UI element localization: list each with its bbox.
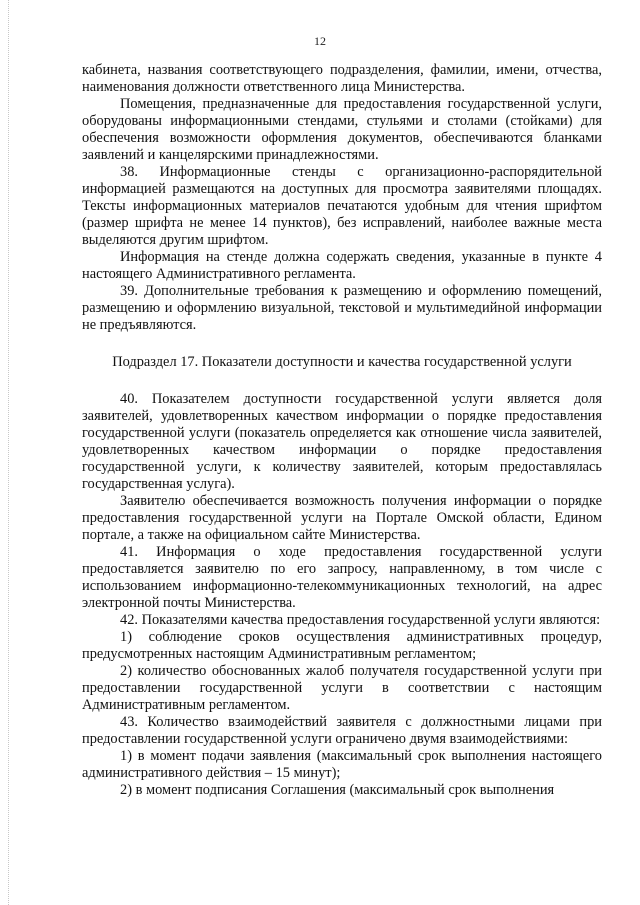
paragraph: 2) в момент подписания Соглашения (максимальный срок выполнения [120,782,555,798]
paragraph: 1) в момент подачи заявления (максимальный срок выполнения настоящего административного действия – 15 минут); [82,748,602,781]
paragraph: Информация на стенде должна содержать сведения, указанные в пункте 4 настоящего Административного регламента. [82,249,602,282]
paragraph: 40. Показателем доступности государственной услуги является доля заявителей, удовлетворенных качеством информации о порядке предоставления государственной услуги (показатель определяется как отношение числа заявителей, удовлетворенных качеством информации о порядке предоставления государственной услуги, к количеству заявителей, которым предоставлялась государственная услуга). [82,391,602,492]
paragraph: 2) количество обоснованных жалоб получателя государственной услуги при предоставлении государственной услуги в соответствии с настоящим Административным регламентом. [82,663,602,713]
paragraph: Помещения, предназначенные для предоставления государственной услуги, оборудованы информационными стендами, стульями и столами (стойками) для обеспечения возможности оформления документов, обеспечиваются бланками заявлений и канцелярскими принадлежностями. [82,96,602,163]
page-number: 12 [314,34,326,48]
paragraph: 1) соблюдение сроков осуществления административных процедур, предусмотренных настоящим Административным регламентом; [82,629,602,662]
section-heading: Подраздел 17. Показатели доступности и качества государственной услуги [112,354,572,370]
paragraph: 43. Количество взаимодействий заявителя с должностными лицами при предоставлении государственной услуги ограничено двумя взаимодействиями: [82,714,602,747]
paragraph: 38. Информационные стенды с организационно-распорядительной информацией размещаются на доступных для просмотра заявителями площадях. Тексты информационных материалов печатаются удобным для чтения шрифтом (размер шрифта не менее 14 пунктов), без исправлений, наиболее важные места выделяются другим шрифтом. [82,164,602,248]
paragraph: 42. Показателями качества предоставления государственной услуги являются: [120,612,601,628]
paragraph: 41. Информация о ходе предоставления государственной услуги предоставляется заявителю по его запросу, направленному, в том числе с использованием информационно-телекоммуникационных технологий, на адрес электронной почты Министерства. [82,544,602,611]
paragraph: Заявителю обеспечивается возможность получения информации о порядке предоставления государственной услуги на Портале Омской области, Едином портале, а также на официальном сайте Министерства. [82,493,602,543]
document-body [82,62,602,799]
binding-margin-line [8,0,9,905]
paragraph: кабинета, названия соответствующего подразделения, фамилии, имени, отчества, наименования должности ответственного лица Министерства. [82,62,602,95]
paragraph: 39. Дополнительные требования к размещению и оформлению помещений, размещению и оформлению визуальной, текстовой и мультимедийной информации не предъявляются. [82,283,602,333]
